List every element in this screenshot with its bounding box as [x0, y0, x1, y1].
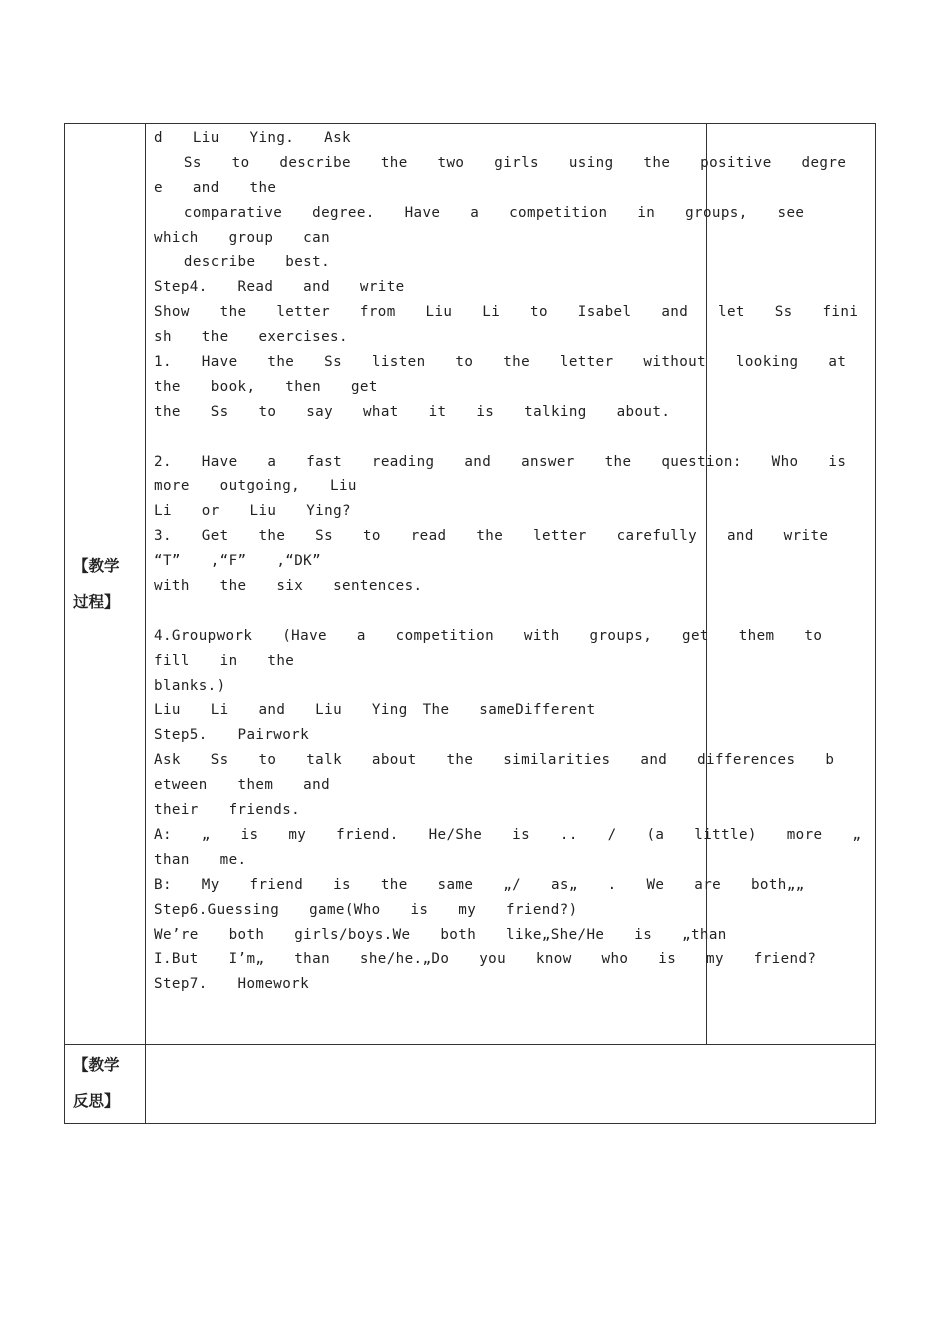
- process-text-line: blanks.): [154, 677, 226, 694]
- process-row: [65, 124, 876, 1045]
- process-text-line: fill in the: [154, 652, 295, 669]
- process-text-line: etween them and: [154, 777, 331, 794]
- process-label-cell: [65, 124, 146, 1045]
- process-text-line: with the six sentences.: [154, 578, 423, 595]
- process-text-line: I.But I’m„ than she/he.„Do you know who is my friend?: [154, 951, 817, 968]
- process-text-line: “T” ,“F” ,“DK”: [154, 553, 322, 570]
- process-text-line: sh the exercises.: [154, 329, 348, 346]
- process-text-line: [154, 599, 700, 624]
- process-text: [146, 124, 862, 997]
- process-text-line: e and the: [154, 179, 277, 196]
- reflection-label: 【教学 反思】: [73, 1056, 120, 1110]
- process-text-line: We’re both girls/boys.We both like„She/He is „than: [154, 926, 727, 943]
- process-label: 【教学 过程】: [73, 557, 120, 611]
- process-text-line: 1. Have the Ss listen to the letter without looking at: [154, 354, 847, 371]
- process-text-line: describe best.: [154, 254, 331, 271]
- process-text-line: 3. Get the Ss to read the letter carefully and write: [154, 528, 829, 545]
- process-notes-cell: [707, 124, 876, 1045]
- process-text-line: Step5. Pairwork: [154, 727, 310, 744]
- process-text-line: the Ss to say what it is talking about.: [154, 403, 671, 420]
- process-text-line: A: „ is my friend. He/She is .. / (a little) more „: [154, 826, 862, 843]
- process-text-line: B: My friend is the same „/ as„ . We are both„„: [154, 876, 805, 893]
- process-text-line: d Liu Ying. Ask: [154, 130, 351, 146]
- process-text-line: [154, 425, 700, 450]
- process-text-line: Ss to describe the two girls using the positive degre: [154, 154, 847, 171]
- lesson-plan-table: [64, 123, 876, 1124]
- process-text-line: Step4. Read and write: [154, 279, 405, 296]
- process-text-line: Step7. Homework: [154, 976, 310, 993]
- process-text-line: 4.Groupwork (Have a competition with groups, get them to: [154, 627, 823, 644]
- process-text-line: than me.: [154, 851, 247, 868]
- process-text-line: Show the letter from Liu Li to Isabel and let Ss fini: [154, 304, 859, 321]
- process-text-line: 2. Have a fast reading and answer the question: Who is: [154, 453, 847, 470]
- reflection-content-cell: [146, 1045, 876, 1124]
- process-text-line: Ask Ss to talk about the similarities and differences b: [154, 752, 835, 769]
- process-text-line: their friends.: [154, 802, 301, 819]
- process-content-cell: [146, 124, 862, 1045]
- reflection-row: [65, 1045, 876, 1124]
- process-text-line: Li or Liu Ying?: [154, 503, 351, 520]
- process-text-line: Liu Li and Liu Ying The sameDifferent: [154, 702, 596, 719]
- reflection-label-cell: [65, 1045, 146, 1124]
- process-text-line: more outgoing, Liu: [154, 478, 357, 495]
- process-text-line: which group can: [154, 229, 331, 246]
- process-text-line: comparative degree. Have a competition in groups, see: [154, 204, 805, 221]
- process-text-line: Step6.Guessing game(Who is my friend?): [154, 901, 578, 918]
- process-text-line: the book, then get: [154, 378, 378, 395]
